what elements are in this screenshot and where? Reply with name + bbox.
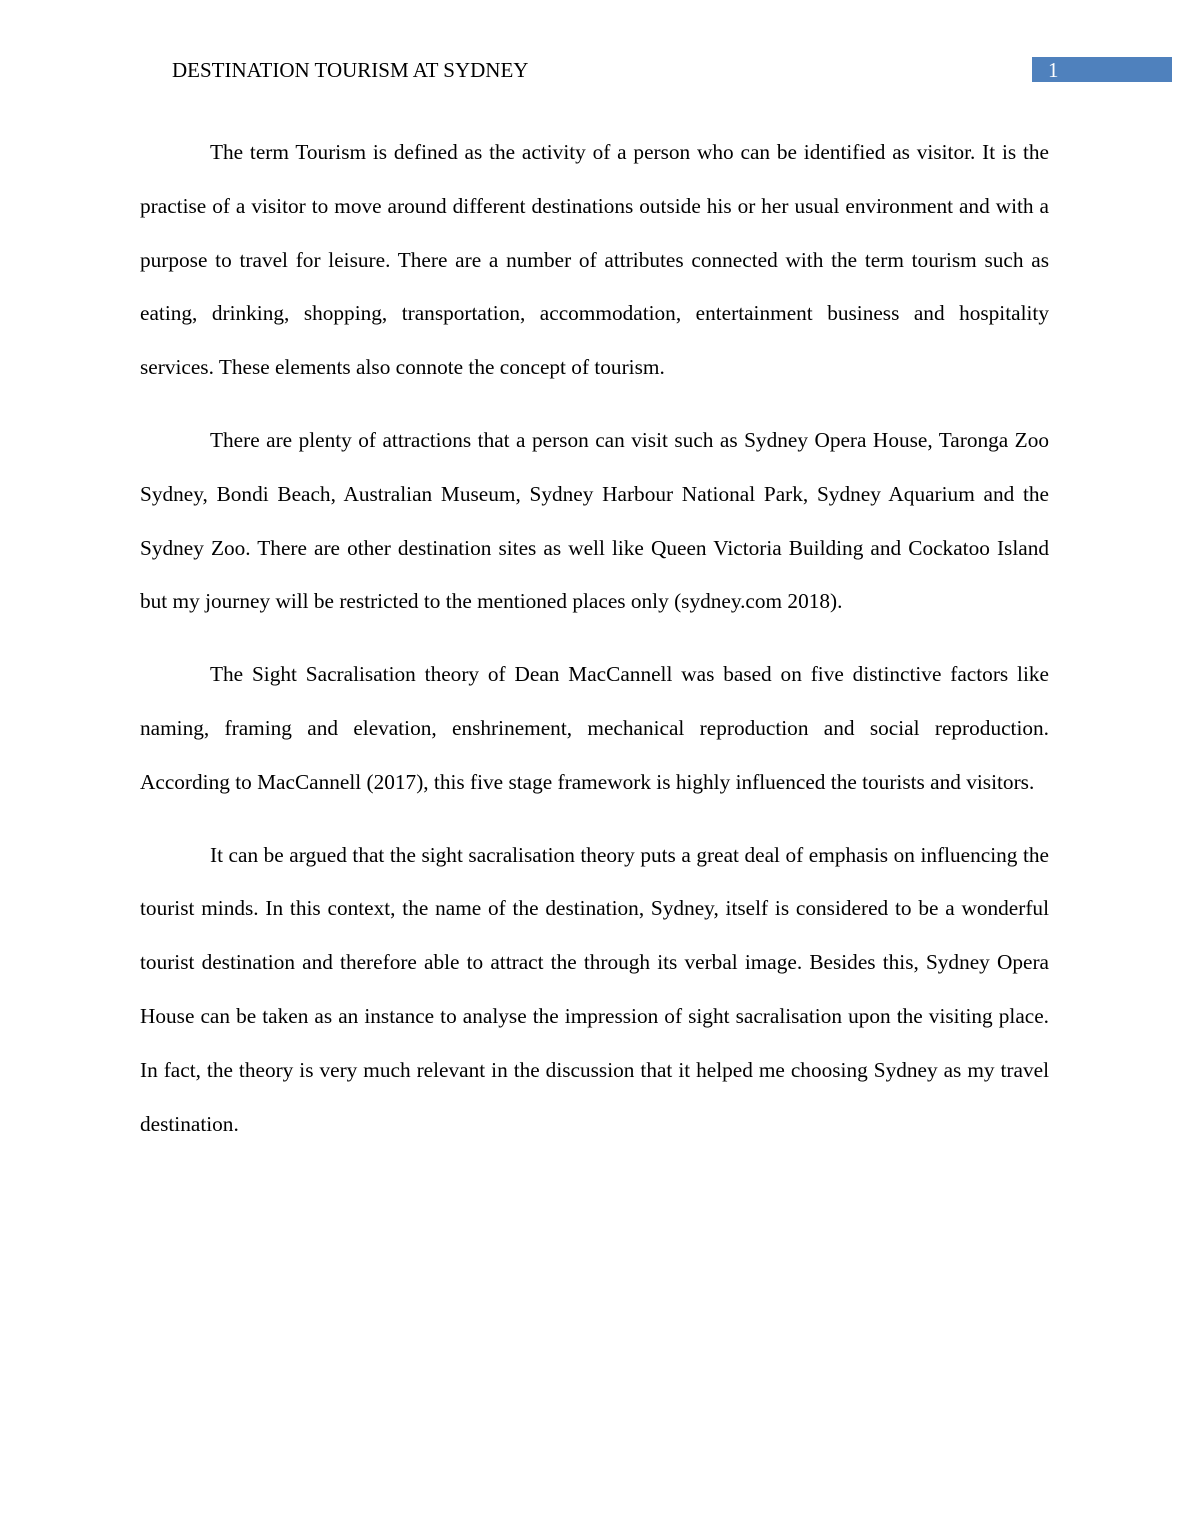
page-number: 1: [1032, 57, 1172, 82]
paragraph: The Sight Sacralisation theory of Dean MacCannell was based on five distinctive factors like naming, framing and elevation, enshrinement, mechanical reproduction and social reproduction. According to MacCannell (2017), this five stage framework is highly influenced the tourists and visitors.: [140, 662, 1049, 794]
document-body: [140, 126, 1049, 1170]
paragraph: There are plenty of attractions that a person can visit such as Sydney Opera House, Taronga Zoo Sydney, Bondi Beach, Australian Museum, Sydney Harbour National Park, Sydney Aquarium and the Sydney Zoo. There are other destination sites as well like Queen Victoria Building and Cockatoo Island but my journey will be restricted to the mentioned places only (sydney.com 2018).: [140, 427, 1049, 614]
paragraph: It can be argued that the sight sacralisation theory puts a great deal of emphasis on influencing the tourist minds. In this context, the name of the destination, Sydney, itself is considered to be a wonderful tourist destination and therefore able to attract the through its verbal image. Besides this, Sydney Opera House can be taken as an instance to analyse the impression of sight sacralisation upon the visiting place. In fact, the theory is very much relevant in the discussion that it helped me choosing Sydney as my travel destination.: [140, 842, 1049, 1136]
paragraph: The term Tourism is defined as the activity of a person who can be identified as visitor. It is the practise of a visitor to move around different destinations outside his or her usual environment and with a purpose to travel for leisure. There are a number of attributes connected with the term tourism such as eating, drinking, shopping, transportation, accommodation, entertainment business and hospitality services. These elements also connote the concept of tourism.: [140, 140, 1049, 380]
running-header-title: DESTINATION TOURISM AT SYDNEY: [172, 58, 529, 82]
